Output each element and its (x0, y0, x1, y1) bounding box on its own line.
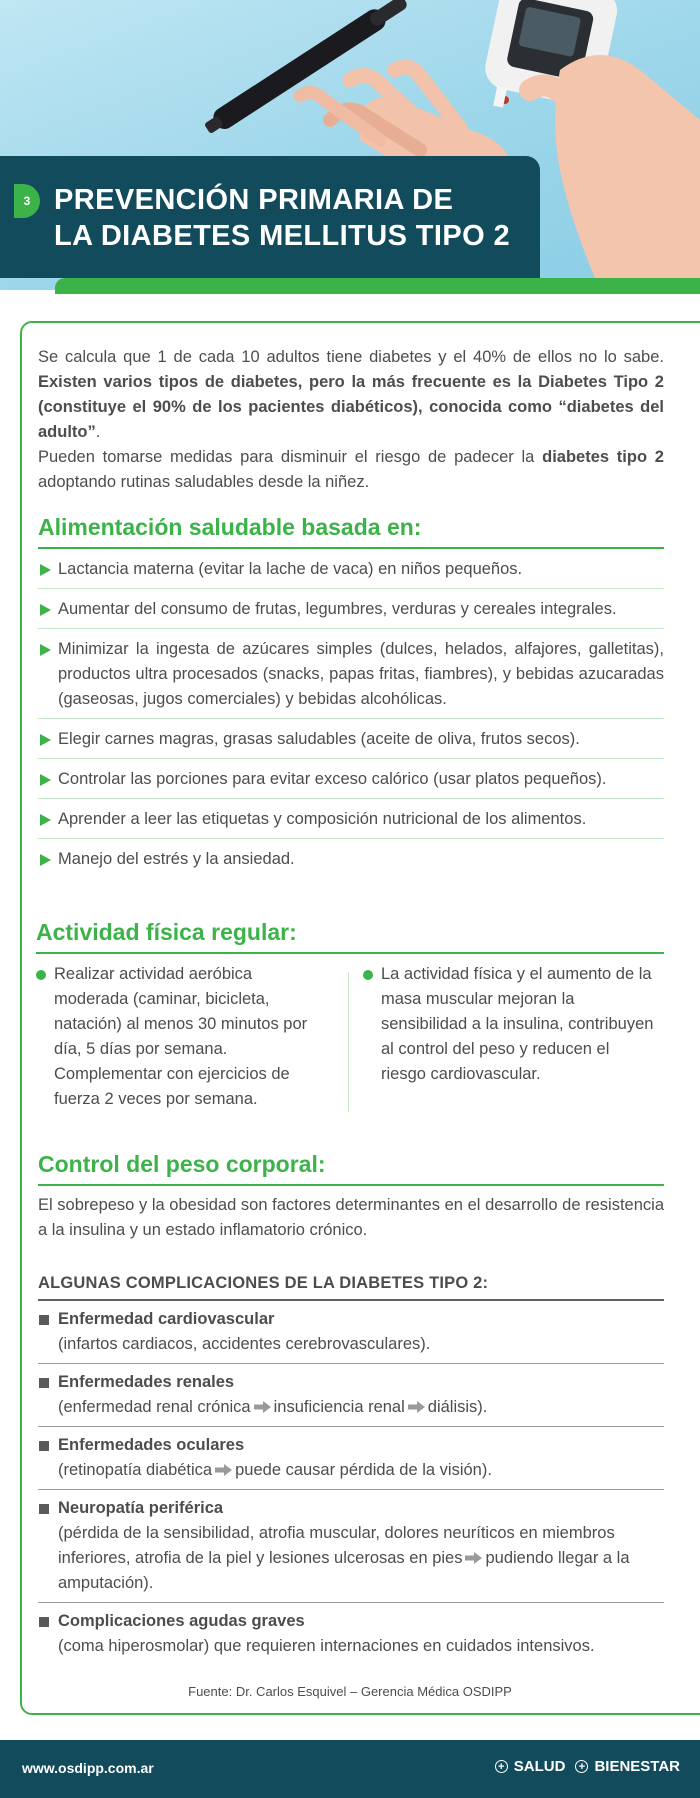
arrow-right-icon (254, 1401, 271, 1413)
intro-highlight: Existen varios tipos de diabetes, pero la más frecuente es la Diabetes Tipo 2 (constituye el 90% de los pacientes diabéticos), conocida como “diabetes del adulto” (38, 373, 664, 441)
arrow-right-icon (408, 1401, 425, 1413)
section-number-badge: 3 (14, 184, 40, 218)
peso-heading: Control del peso corporal: (38, 1151, 664, 1186)
list-item (38, 1364, 664, 1427)
intro-text: Se calcula que 1 de cada 10 adultos tiene diabetes y el 40% de ellos no lo sabe. (38, 348, 664, 366)
alimentacion-list (38, 549, 664, 878)
complication-title: Complicaciones agudas graves (58, 1612, 305, 1630)
list-item (38, 799, 664, 839)
triangle-bullet-icon (40, 644, 51, 656)
page-title (54, 182, 510, 254)
list-item (38, 719, 664, 759)
list-item-text: Controlar las porciones para evitar exceso calórico (usar platos pequeños). (58, 770, 607, 788)
triangle-bullet-icon (40, 604, 51, 616)
complicaciones-heading: ALGUNAS COMPLICACIONES DE LA DIABETES TIPO 2: (38, 1274, 664, 1301)
complication-text: diálisis). (427, 1398, 488, 1416)
peso-text: El sobrepeso y la obesidad son factores determinantes en el desarrollo de resistencia a la insulina y un estado inflamatorio crónico. (38, 1196, 664, 1239)
complication-text: insuficiencia renal (273, 1398, 405, 1416)
complication-title: Enfermedad cardiovascular (58, 1310, 275, 1328)
list-item (38, 549, 664, 589)
square-bullet-icon (39, 1315, 49, 1325)
alimentacion-heading: Alimentación saludable basada en: (38, 514, 664, 549)
arrow-right-icon (215, 1464, 232, 1476)
column-divider (348, 972, 349, 1112)
complication-text: (coma hiperosmolar) que requieren internaciones en cuidados intensivos. (58, 1637, 595, 1655)
bullet-dot-icon (36, 970, 46, 980)
bullet-dot-icon (363, 970, 373, 980)
list-item (38, 1603, 664, 1665)
complication-title: Enfermedades oculares (58, 1436, 245, 1454)
list-item (38, 1427, 664, 1490)
list-item (38, 589, 664, 629)
intro-paragraph-2 (38, 445, 664, 495)
actividad-right-column (363, 962, 655, 1112)
list-item-text: Lactancia materna (evitar la lache de vaca) en niños pequeños. (58, 560, 523, 578)
actividad-columns (36, 962, 664, 1112)
list-item-text: Aumentar del consumo de frutas, legumbres, verduras y cereales integrales. (58, 600, 617, 618)
complication-text: pudiendo llegar a la amputación). (58, 1549, 630, 1592)
actividad-left-column (36, 962, 326, 1112)
square-bullet-icon (39, 1617, 49, 1627)
peso-section (38, 1151, 664, 1243)
complication-title: Neuropatía periférica (58, 1499, 224, 1517)
list-item-text: Manejo del estrés y la ansiedad. (58, 850, 295, 868)
intro-text-end: . (95, 423, 101, 441)
list-item (38, 1301, 664, 1364)
page-title-line-1: PREVENCIÓN PRIMARIA DE (54, 184, 454, 216)
list-item (38, 1490, 664, 1603)
plus-circle-icon: + (495, 1760, 508, 1773)
footer (0, 1740, 700, 1798)
triangle-bullet-icon (40, 564, 51, 576)
title-accent-strip (55, 278, 700, 294)
complication-text: (pérdida de la sensibilidad, atrofia muscular, dolores neuríticos en miembros inferiores, atrofia de la piel y lesiones ulcerosas en pies (58, 1524, 615, 1567)
triangle-bullet-icon (40, 814, 51, 826)
brand-word-1: SALUD (513, 1758, 566, 1775)
actividad-right-text: La actividad física y el aumento de la masa muscular mejoran la sensibilidad a la insulina, contribuyen al control del peso y reducen el riesgo cardiovascular. (381, 965, 654, 1083)
square-bullet-icon (39, 1504, 49, 1514)
arrow-right-icon (465, 1552, 482, 1564)
square-bullet-icon (39, 1378, 49, 1388)
complication-text: puede causar pérdida de la visión). (235, 1461, 492, 1479)
alimentacion-section (38, 514, 664, 878)
actividad-left-text: Realizar actividad aeróbica moderada (caminar, bicicleta, natación) al menos 30 minutos por día, 5 días por semana. Complementar con ejercicios de fuerza 2 veces por semana. (54, 965, 308, 1108)
intro-section (38, 345, 664, 495)
intro-highlight-2: diabetes tipo 2 (542, 448, 664, 466)
complication-title: Enfermedades renales (58, 1373, 235, 1391)
plus-circle-icon: + (575, 1760, 588, 1773)
complication-text: (enfermedad renal crónica (58, 1398, 251, 1416)
page-title-line-2: LA DIABETES MELLITUS TIPO 2 (54, 220, 511, 252)
list-item (38, 629, 664, 719)
list-item-text: Aprender a leer las etiquetas y composición nutricional de los alimentos. (58, 810, 587, 828)
triangle-bullet-icon (40, 734, 51, 746)
list-item (38, 759, 664, 799)
actividad-section (36, 919, 664, 1112)
triangle-bullet-icon (40, 774, 51, 786)
list-item-text: Elegir carnes magras, grasas saludables (aceite de oliva, frutos secos). (58, 730, 580, 748)
brand-logo (495, 1758, 680, 1775)
intro-text-2-end: adoptando rutinas saludables desde la niñez. (38, 473, 370, 491)
intro-paragraph-1 (38, 345, 664, 445)
brand-word-2: BIENESTAR (594, 1758, 680, 1775)
complicaciones-section (38, 1274, 664, 1665)
list-item (38, 839, 664, 878)
square-bullet-icon (39, 1441, 49, 1451)
complicaciones-list (38, 1301, 664, 1665)
intro-text-2: Pueden tomarse medidas para disminuir el riesgo de padecer la (38, 448, 543, 466)
actividad-heading: Actividad física regular: (36, 919, 664, 954)
complication-text: (infartos cardiacos, accidentes cerebrovasculares). (58, 1335, 431, 1353)
website-link[interactable]: www.osdipp.com.ar (22, 1760, 154, 1776)
triangle-bullet-icon (40, 854, 51, 866)
complication-text: (retinopatía diabética (58, 1461, 213, 1479)
right-hand-icon (530, 55, 700, 290)
list-item-text: Minimizar la ingesta de azúcares simples (dulces, helados, alfajores, galletitas), productos ultra procesados (snacks, papas fritas, fiambres), y bebidas azucaradas (gaseosas, jugos comerciales) y bebidas alcohólicas. (58, 640, 664, 708)
source-credit: Fuente: Dr. Carlos Esquivel – Gerencia Médica OSDIPP (188, 1684, 512, 1699)
